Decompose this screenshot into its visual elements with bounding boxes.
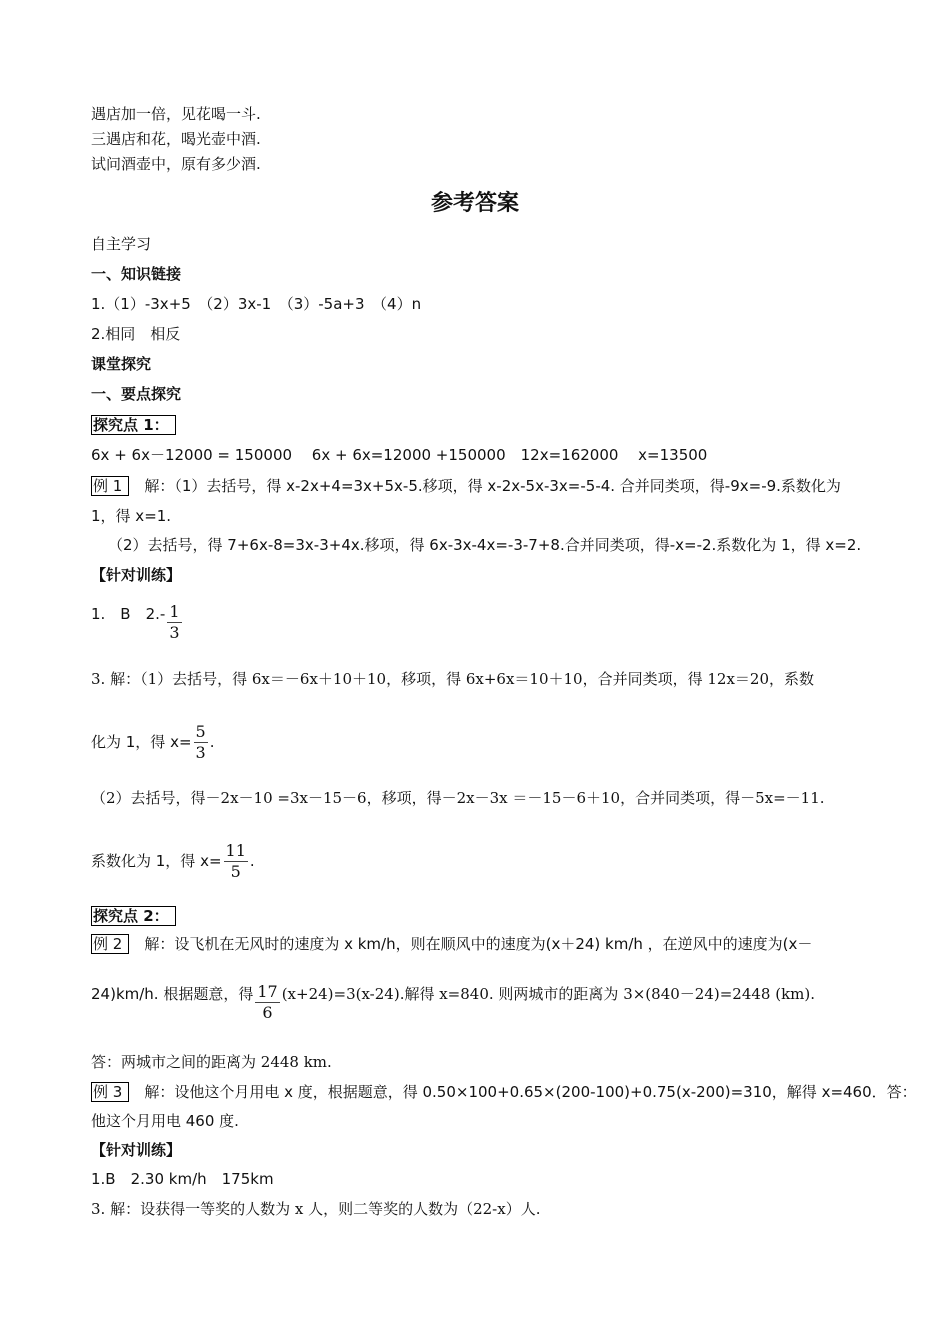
answer-line-1: 1.（1）-3x+5 （2）3x-1 （3）-5a+3 （4）n (91, 295, 422, 313)
training-3-line-a: 3. 解：（1）去括号，得 6x＝－6x＋10＋10，移项，得 6x+6x＝10＋10，合并同类项，得 12x＝20，系数 (91, 670, 814, 688)
training-heading-2: 【针对训练】 (91, 1141, 182, 1159)
section-class-inquiry: 课堂探究 (91, 355, 152, 373)
training-1-text: 1. B 2.- (91, 605, 166, 623)
poem-line-2: 三遇店和花，喝光壶中酒. (91, 130, 261, 148)
training-3-line-c: （2）去括号，得－2x－10 =3x－15－6，移项，得－2x－3x ＝－15－6＋10，合并同类项，得－5x=－11. (91, 789, 825, 807)
training-2-answers: 1.B 2.30 km/h 175km (91, 1170, 274, 1188)
example-3 (91, 1082, 917, 1102)
poem-line-1: 遇店加一倍，见花喝一斗. (91, 105, 261, 123)
inquiry-1-equation: 6x + 6x－12000 = 150000 6x + 6x=12000 +150000 12x=162000 x=13500 (91, 446, 708, 464)
inquiry-point-1-label: 探究点 1： (91, 415, 176, 435)
section-self-study: 自主学习 (91, 235, 152, 253)
example-1-label: 例 1 (91, 476, 129, 496)
example-2-text: 解：设飞机在无风时的速度为 x km/h，则在顺风中的速度为(x＋24) km/h ，在逆风中的速度为(x－ (129, 935, 813, 953)
example-2-text-b1: 24)km/h. 根据题意，得 (91, 985, 254, 1003)
fraction-11-5: $\frac{11}{5}$ (225, 841, 246, 881)
inquiry-point-2 (91, 906, 176, 926)
example-2-label: 例 2 (91, 934, 129, 954)
example-3-text: 解：设他这个月用电 x 度，根据题意，得 0.50×100+0.65×(200-100)+0.75(x-200)=310，解得 x=460．答： (129, 1083, 917, 1101)
training-heading-1: 【针对训练】 (91, 566, 182, 584)
training-1-answers (91, 604, 184, 643)
answer-line-2: 2.相同 相反 (91, 325, 181, 343)
example-2-text-b2: (x+24)=3(x-24).解得 x=840. 则两城市的距离为 3×(840－24)=2448 (km). (281, 985, 816, 1003)
fraction-1-3: $\frac{1}{3}$ (169, 602, 180, 642)
training-3-line-b: 化为 1，得 x= $\frac{5}{3}$ . (91, 722, 215, 762)
example-3-cont: 他这个月用电 460 度. (91, 1112, 239, 1130)
training-3-line-d: 系数化为 1，得 x= $\frac{11}{5}$ . (91, 841, 255, 881)
section-key-points: 一、要点探究 (91, 385, 182, 403)
example-1-part2: （2）去括号，得 7+6x-8=3x-3+4x.移项，得 6x-3x-4x=-3-7+8.合并同类项，得-x=-2.系数化为 1，得 x=2. (108, 536, 862, 554)
training-2-q3: 3. 解：设获得一等奖的人数为 x 人，则二等奖的人数为（22-x）人. (91, 1200, 541, 1218)
example-1-text: 解：（1）去括号，得 x-2x+4=3x+5x-5.移项，得 x-2x-5x-3x=-5-4. 合并同类项，得-9x=-9.系数化为 (129, 477, 841, 495)
example-1 (91, 476, 841, 496)
inquiry-point-2-label: 探究点 2： (91, 906, 176, 926)
section-knowledge-links: 一、知识链接 (91, 265, 182, 283)
example-2-answer: 答：两城市之间的距离为 2448 km. (91, 1053, 332, 1071)
example-2-line-b (91, 984, 815, 1023)
inquiry-point-1 (91, 415, 176, 435)
fraction-17-6: $\frac{17}{6}$ (257, 982, 278, 1022)
training-3-text-d: 系数化为 1，得 x= (91, 852, 222, 870)
poem-line-3: 试问酒壶中，原有多少酒. (91, 155, 261, 173)
fraction-5-3: $\frac{5}{3}$ (195, 722, 206, 762)
example-1-cont: 1，得 x=1. (91, 507, 172, 525)
example-3-label: 例 3 (91, 1082, 129, 1102)
training-3-text-b: 化为 1，得 x= (91, 733, 192, 751)
example-2 (91, 934, 812, 954)
page-title: 参考答案 (430, 191, 519, 216)
